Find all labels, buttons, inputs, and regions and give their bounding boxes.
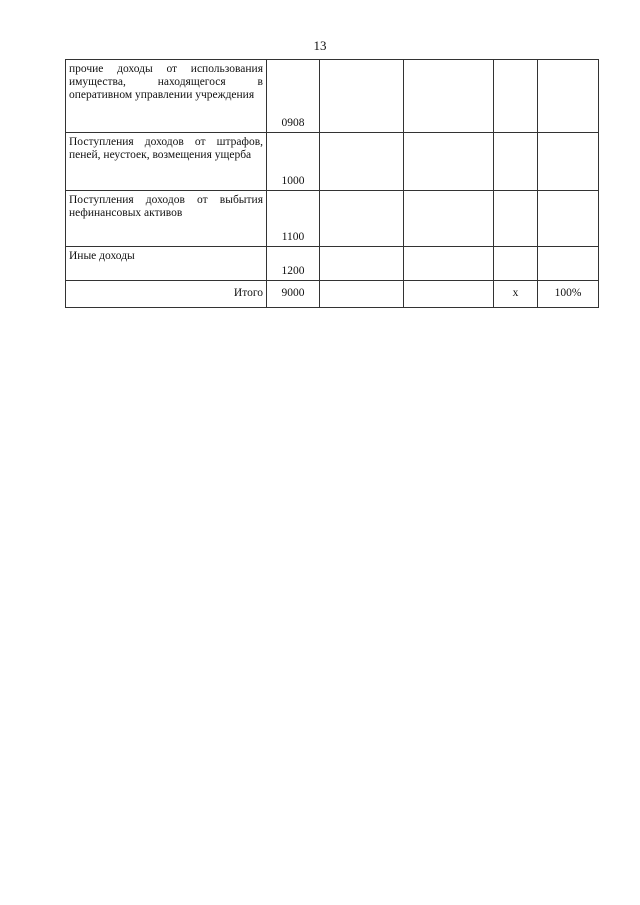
row-code: 1200 — [267, 247, 320, 281]
row-description: Поступления доходов от выбытия нефинансовых активов — [66, 191, 267, 247]
total-col5: x — [494, 281, 538, 308]
total-code: 9000 — [267, 281, 320, 308]
empty-cell — [494, 191, 538, 247]
empty-cell — [320, 133, 404, 191]
row-description: прочие доходы от использования имущества, находящегося в оперативном управлении учреждения — [66, 60, 267, 133]
empty-cell — [494, 247, 538, 281]
income-table — [65, 59, 599, 308]
empty-cell — [320, 281, 404, 308]
empty-cell — [320, 60, 404, 133]
row-code: 1000 — [267, 133, 320, 191]
row-description: Поступления доходов от штрафов, пеней, неустоек, возмещения ущерба — [66, 133, 267, 191]
row-code: 1100 — [267, 191, 320, 247]
empty-cell — [538, 191, 599, 247]
page-number: 13 — [313, 38, 327, 53]
row-description: Иные доходы — [66, 247, 267, 281]
empty-cell — [404, 191, 494, 247]
empty-cell — [404, 60, 494, 133]
empty-cell — [538, 247, 599, 281]
empty-cell — [538, 60, 599, 133]
table-row — [66, 247, 599, 281]
table-row — [66, 191, 599, 247]
row-code: 0908 — [267, 60, 320, 133]
total-label: Итого — [66, 281, 267, 308]
table-row — [66, 133, 599, 191]
table-row — [66, 60, 599, 133]
empty-cell — [404, 281, 494, 308]
empty-cell — [494, 133, 538, 191]
empty-cell — [404, 247, 494, 281]
empty-cell — [320, 247, 404, 281]
empty-cell — [320, 191, 404, 247]
empty-cell — [494, 60, 538, 133]
empty-cell — [404, 133, 494, 191]
total-row — [66, 281, 599, 308]
total-percent: 100% — [538, 281, 599, 308]
empty-cell — [538, 133, 599, 191]
